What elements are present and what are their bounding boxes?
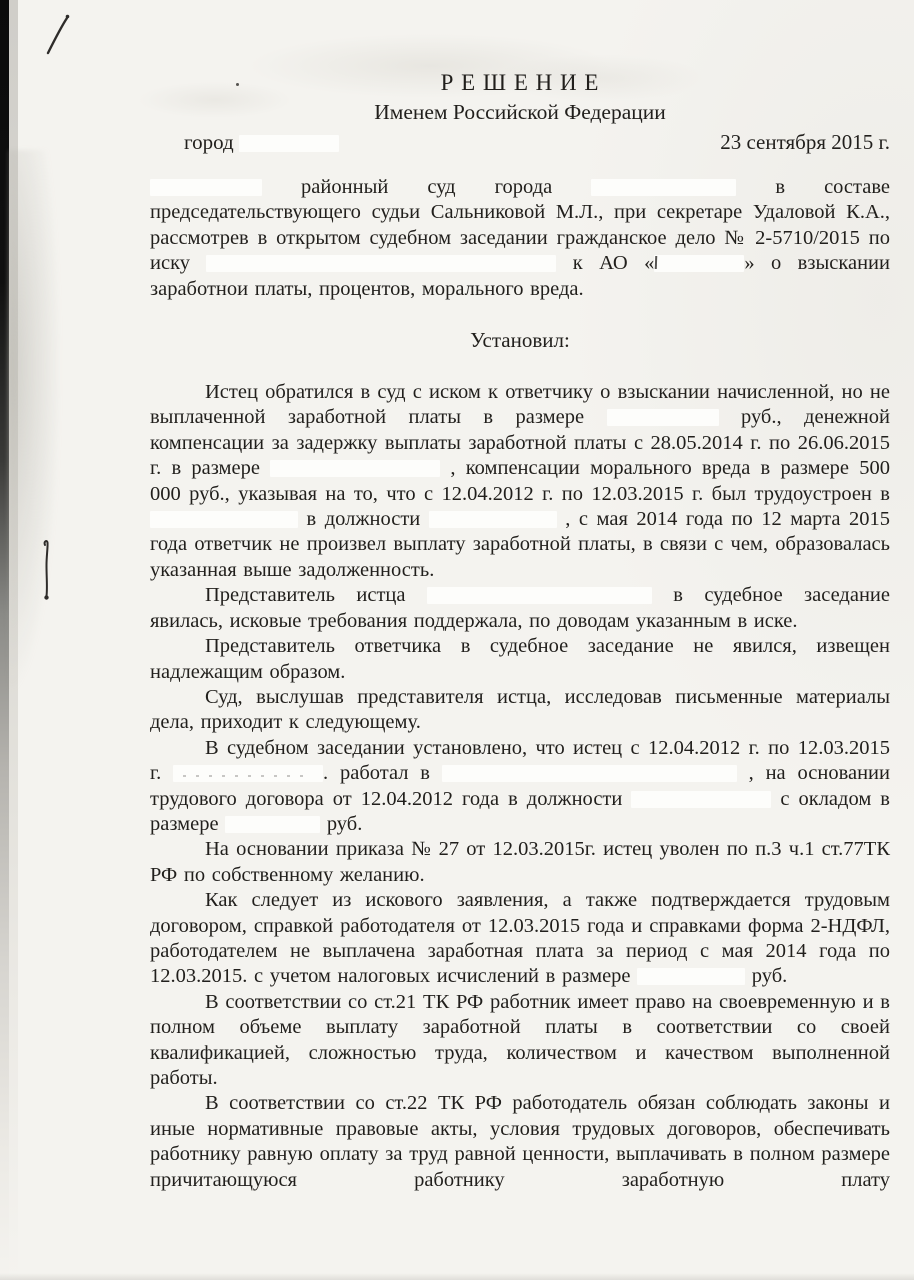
- paragraph: [150, 380, 890, 583]
- text-run: Истец обратился в суд с иском к ответчику о взыскании начисленной, но не выплаченной заработной платы в размере: [150, 381, 890, 429]
- section-heading: Установил:: [470, 328, 570, 353]
- text-run: в судебное заседание явилась, исковые требования поддержала, по доводам указанным в иске.: [150, 584, 890, 632]
- text-run: В соответствии со ст.22 ТК РФ работодатель обязан соблюдать законы и иные нормативные правовые акты, условия трудовых договоров, обеспечивать работнику равную оплату за труд равной ценности, выплачивать в полном размере причитающуюся работнику заработную плату: [150, 1092, 890, 1191]
- paragraph: [150, 685, 890, 736]
- text-run: в составе председательствующего судьи Сальниковой М.Л., при секретаре Удаловой К.А., рассмотрев в открытом судебном заседании гражданское дело № 2-5710/2015 по иску: [150, 176, 890, 275]
- paragraph: [150, 175, 890, 302]
- pen-stroke-diagonal: [42, 12, 76, 65]
- redaction: [427, 587, 652, 604]
- text-run: к АО «: [556, 252, 655, 275]
- text-run: с окладом в размере: [150, 787, 890, 835]
- scan-bottom-shading: [0, 1273, 914, 1280]
- place-redaction: [239, 135, 339, 152]
- paragraph: [150, 888, 890, 990]
- paragraph: [150, 634, 890, 685]
- text-run: » о взыскании заработнои платы, процентов, морального вреда.: [150, 252, 890, 300]
- text-run: руб., денежной компенсации за задержку выплаты заработной платы с 28.05.2014 г. по 26.06.2015 г. в размере: [150, 406, 890, 480]
- text-run: Представитель ответчика в судебное заседание не явился, извещен надлежащим образом.: [150, 635, 890, 683]
- pen-stroke-vertical: [39, 538, 55, 611]
- document-body: [150, 175, 890, 1193]
- redaction: [607, 409, 719, 426]
- redaction: [173, 765, 323, 782]
- text-run: В судебном заседании установлено, что истец с 12.04.2012 г. по 12.03.2015 г.: [150, 736, 890, 785]
- text-run: в должности: [298, 508, 429, 531]
- text-run: Представитель истца: [205, 584, 427, 607]
- redaction: [206, 255, 556, 272]
- redaction: [270, 460, 440, 477]
- text-run: , на основании трудового договора от 12.04.2012 года в должности: [150, 762, 890, 810]
- text-run: , компенсации морального вреда в размере 500 000 руб., указывая на то, что с 12.04.2012 г. по 12.03.2015 г. был трудоустроен в: [150, 457, 890, 505]
- redaction: [591, 179, 736, 196]
- redaction: [150, 179, 262, 196]
- redaction: [225, 816, 320, 833]
- text-run: районный суд города: [262, 176, 592, 198]
- paragraph: [150, 990, 890, 1092]
- text-run: В соответствии со ст.21 ТК РФ работник имеет право на своевременную и в полном объеме выплату заработной платы в соответствии со своей квалификацией, сложностью труда, количеством и качеством выполненной работы.: [150, 990, 890, 1089]
- text-run: руб.: [745, 965, 788, 988]
- text-run: Как следует из искового заявления, а также подтверждается трудовым договором, справкой работодателя от 12.03.2015 года и справками форма 2-НДФЛ, работодателем не выплачена заработная плата за период с мая 2014 года по 12.03.2015. с учетом налоговых исчислений в размере: [150, 889, 890, 988]
- paragraph: [150, 837, 890, 888]
- text-run: Суд, выслушав представителя истца, исследовав письменные материалы дела, приходит к следующему.: [150, 685, 890, 734]
- text-run: На основании приказа № 27 от 12.03.2015г. истец уволен по п.3 ч.1 ст.77ТК РФ по собственному желанию.: [150, 838, 890, 886]
- redaction: [637, 968, 745, 985]
- document-title: Р Е Ш Е Н И Е: [440, 70, 600, 95]
- text-run: , с мая 2014 года по 12 марта 2015 года ответчик не произвел выплату заработной платы, в связи с чем, образовалась указанная выше задолженность.: [150, 508, 890, 581]
- redaction: [429, 511, 557, 528]
- place-date-row: [150, 130, 890, 155]
- redaction: [150, 511, 298, 528]
- text-run: . работал в: [323, 762, 442, 785]
- redaction: [631, 791, 771, 808]
- document-content: [150, 0, 890, 1193]
- place-label: город: [184, 130, 234, 154]
- place-wrap: [184, 130, 339, 155]
- paragraph: [150, 736, 890, 838]
- redaction: [442, 765, 737, 782]
- paragraph: [150, 583, 890, 634]
- date-text: 23 сентября 2015 г.: [720, 130, 890, 154]
- redaction: [654, 255, 744, 272]
- text-run: руб.: [320, 812, 363, 835]
- document-subtitle: Именем Российской Федерации: [374, 100, 666, 124]
- paragraph: [150, 1091, 890, 1193]
